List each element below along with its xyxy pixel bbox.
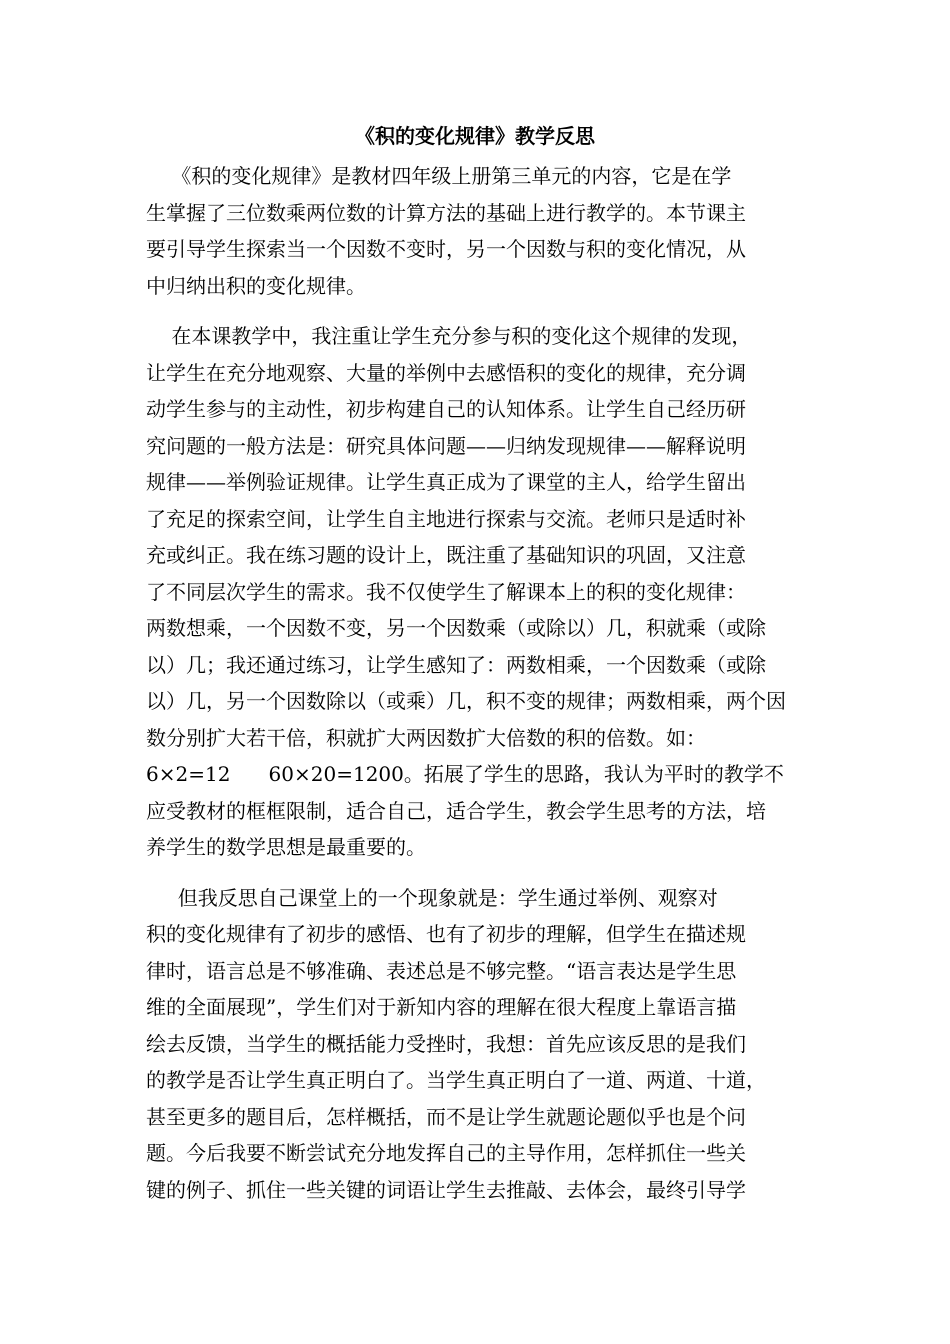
text-line: 生掌握了三位数乘两位数的计算方法的基础上进行教学的。本节课主 — [146, 200, 746, 225]
text-line: 《积的变化规律》是教材四年级上册第三单元的内容，它是在学 — [146, 164, 732, 188]
text-line: 以）几；我还通过练习，让学生感知了：两数相乘，一个因数乘（或除 — [146, 652, 766, 677]
text-line: 6×2=12 60×20=1200。拓展了学生的思路，我认为平时的教学不 — [146, 762, 784, 786]
text-line: 但我反思自己课堂上的一个现象就是：学生通过举例、观察对 — [146, 885, 718, 910]
text-line: 了充足的探索空间，让学生自主地进行探索与交流。老师只是适时补 — [146, 506, 746, 531]
text-line: 键的例子、抓住一些关键的词语让学生去推敲、去体会，最终引导学 — [146, 1177, 746, 1202]
text-line: 规律——举例验证规律。让学生真正成为了课堂的主人，给学生留出 — [146, 470, 746, 494]
text-line: 了不同层次学生的需求。我不仅使学生了解课本上的积的变化规律： — [146, 579, 746, 604]
text-line: 在本课教学中，我注重让学生充分参与积的变化这个规律的发现， — [146, 324, 752, 348]
text-line: 绘去反馈，当学生的概括能力受挫时，我想：首先应该反思的是我们 — [146, 1031, 746, 1056]
paragraph — [146, 880, 811, 1209]
text-line: 甚至更多的题目后，怎样概括，而不是让学生就题论题似乎也是个问 — [146, 1104, 746, 1129]
text-line: 应受教材的框框限制，适合自己，适合学生，教会学生思考的方法，培 — [146, 798, 766, 823]
document-body — [146, 158, 811, 1208]
paragraph — [146, 318, 811, 866]
text-line: 积的变化规律有了初步的感悟、也有了初步的理解，但学生在描述规 — [146, 922, 746, 946]
text-line: 要引导学生探索当一个因数不变时，另一个因数与积的变化情况，从 — [146, 237, 746, 261]
document-title: 《积的变化规律》教学反思 — [355, 124, 595, 148]
text-line: 让学生在充分地观察、大量的举例中去感悟积的变化的规律，充分调 — [146, 360, 746, 385]
text-line: 养学生的数学思想是最重要的。 — [146, 835, 426, 859]
paragraph-gap — [146, 866, 811, 880]
text-line: 充或纠正。我在练习题的设计上，既注重了基础知识的巩固，又注意 — [146, 543, 746, 567]
text-line: 动学生参与的主动性，初步构建自己的认知体系。让学生自己经历研 — [146, 397, 746, 421]
text-line: 以）几，另一个因数除以（或乘）几，积不变的规律；两数相乘，两个因 — [146, 689, 786, 713]
text-line: 维的全面展现”，学生们对于新知内容的理解在很大程度上靠语言描 — [146, 995, 737, 1019]
paragraph — [146, 158, 811, 304]
text-line: 数分别扩大若干倍，积就扩大两因数扩大倍数的积的倍数。如： — [146, 725, 706, 750]
text-line: 的教学是否让学生真正明白了。当学生真正明白了一道、两道、十道， — [146, 1068, 766, 1092]
text-line: 律时，语言总是不够准确、表述总是不够完整。“语言表达是学生思 — [146, 958, 737, 983]
text-line: 究问题的一般方法是：研究具体问题——归纳发现规律——解释说明 — [146, 433, 746, 458]
text-line: 两数想乘，一个因数不变，另一个因数乘（或除以）几，积就乘（或除 — [146, 616, 766, 640]
text-line: 题。今后我要不断尝试充分地发挥自己的主导作用，怎样抓住一些关 — [146, 1141, 746, 1165]
text-line: 中归纳出积的变化规律。 — [146, 273, 366, 298]
paragraph-gap — [146, 304, 811, 318]
